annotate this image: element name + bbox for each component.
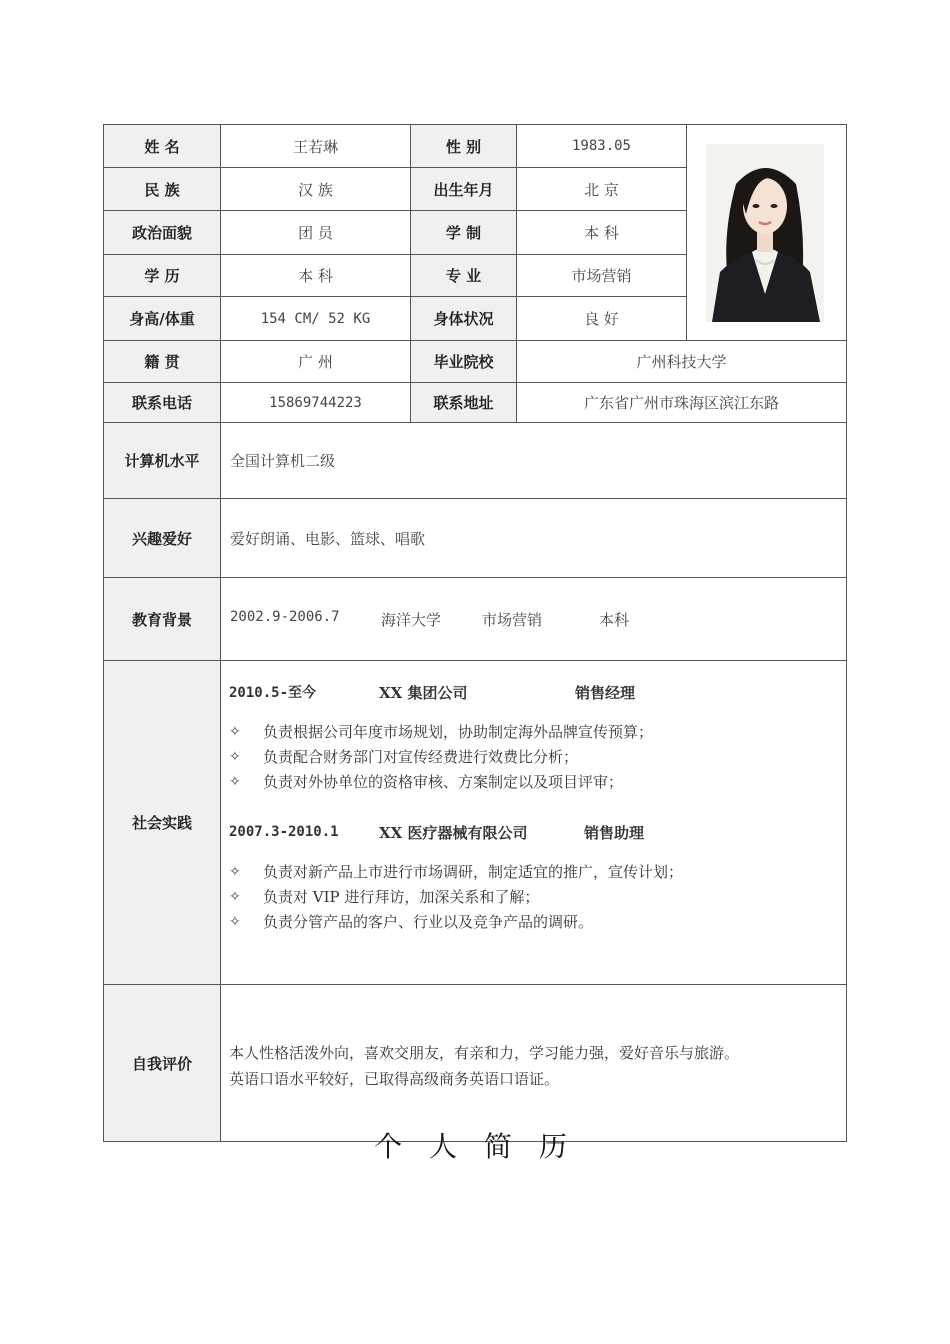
computer-value: 全国计算机二级 [220, 422, 847, 499]
job-position: 销售助理 [584, 823, 645, 842]
gender-label: 性 别 [410, 124, 517, 168]
height-weight-value: 154 CM/ 52 KG [220, 296, 411, 341]
school-value: 广州科技大学 [516, 340, 847, 383]
duty-text: 负责根据公司年度市场规划，协助制定海外品牌宣传预算； [263, 723, 654, 741]
political-label: 政治面貌 [103, 210, 221, 255]
duty-text: 负责对外协单位的资格审核、方案制定以及项目评审； [263, 773, 624, 791]
self-evaluation-line: 本人性格活泼外向，喜欢交朋友，有亲和力，学习能力强，爱好音乐与旅游。 [229, 1044, 740, 1062]
duty-text: 负责配合财务部门对宣传经费进行效费比分析； [263, 748, 579, 766]
diamond-star-icon: ✧ [229, 723, 241, 740]
native-place-value: 广 州 [220, 340, 411, 383]
list-item [229, 859, 846, 884]
self-evaluation-text [221, 1040, 747, 1092]
practice-label: 社会实践 [103, 660, 221, 985]
phone-label: 联系电话 [103, 382, 221, 423]
education-line [230, 609, 629, 630]
list-item [229, 769, 846, 794]
education-label: 教育背景 [103, 577, 221, 661]
degree-label: 学 历 [103, 254, 221, 297]
ethnicity-label: 民 族 [103, 167, 221, 211]
education-period: 2002.9-2006.7 [230, 608, 340, 625]
page-title: 个 人 简 历 [374, 1130, 576, 1163]
native-place-label: 籍 贯 [103, 340, 221, 383]
education-major: 市场营销 [482, 610, 543, 629]
education-school: 海洋大学 [381, 610, 442, 629]
hobby-value: 爱好朗诵、电影、篮球、唱歌 [220, 498, 847, 578]
major-label: 专 业 [410, 254, 517, 297]
gender-value: 1983.05 [516, 124, 687, 168]
height-weight-label: 身高/体重 [103, 296, 221, 341]
name-value: 王若琳 [220, 124, 411, 168]
job-period: 2010.5-至今 [229, 685, 317, 701]
birth-label: 出生年月 [410, 167, 517, 211]
duty-text: 负责对 VIP 进行拜访，加深关系和了解； [263, 888, 540, 906]
job-period: 2007.3-2010.1 [229, 824, 339, 840]
degree-value: 本 科 [220, 254, 411, 297]
computer-label: 计算机水平 [103, 422, 221, 499]
diamond-star-icon: ✧ [229, 913, 241, 930]
duty-list [229, 859, 846, 934]
ethnicity-value: 汉 族 [220, 167, 411, 211]
phone-value[interactable]: 15869744223 [220, 382, 411, 423]
job-entry [229, 819, 846, 934]
schooling-value: 本 科 [516, 210, 687, 255]
list-item [229, 719, 846, 744]
diamond-star-icon: ✧ [229, 863, 241, 880]
address-label: 联系地址 [410, 382, 517, 423]
job-position: 销售经理 [575, 683, 636, 702]
name-label: 姓 名 [103, 124, 221, 168]
health-value: 良 好 [516, 296, 687, 341]
education-value [220, 577, 847, 661]
diamond-star-icon: ✧ [229, 888, 241, 905]
education-degree: 本科 [599, 610, 630, 629]
list-item [229, 909, 846, 934]
job-header [229, 819, 846, 845]
major-value: 市场营销 [516, 254, 687, 297]
birth-value: 北 京 [516, 167, 687, 211]
portrait-photo [706, 144, 824, 322]
health-label: 身体状况 [410, 296, 517, 341]
photo-cell [686, 124, 847, 341]
duty-text: 负责对新产品上市进行市场调研，制定适宜的推广，宣传计划； [263, 863, 684, 881]
hobby-label: 兴趣爱好 [103, 498, 221, 578]
portrait-image [706, 144, 824, 322]
resume-table [103, 124, 847, 1142]
list-item [229, 884, 846, 909]
duty-list [229, 719, 846, 794]
diamond-star-icon: ✧ [229, 748, 241, 765]
self-evaluation-content [220, 984, 847, 1142]
schooling-label: 学 制 [410, 210, 517, 255]
self-evaluation-line: 英语口语水平较好，已取得高级商务英语口语证。 [229, 1070, 560, 1088]
address-value: 广东省广州市珠海区滨江东路 [516, 382, 847, 423]
list-item [229, 744, 846, 769]
self-evaluation-label: 自我评价 [103, 984, 221, 1142]
job-company: XX 集团公司 [379, 683, 468, 702]
practice-content [220, 660, 847, 985]
job-entry [229, 679, 846, 794]
diamond-star-icon: ✧ [229, 773, 241, 790]
school-label: 毕业院校 [410, 340, 517, 383]
job-company: XX 医疗器械有限公司 [379, 823, 528, 842]
duty-text: 负责分管产品的客户、行业以及竞争产品的调研。 [263, 913, 594, 931]
political-value: 团 员 [220, 210, 411, 255]
job-header [229, 679, 846, 705]
